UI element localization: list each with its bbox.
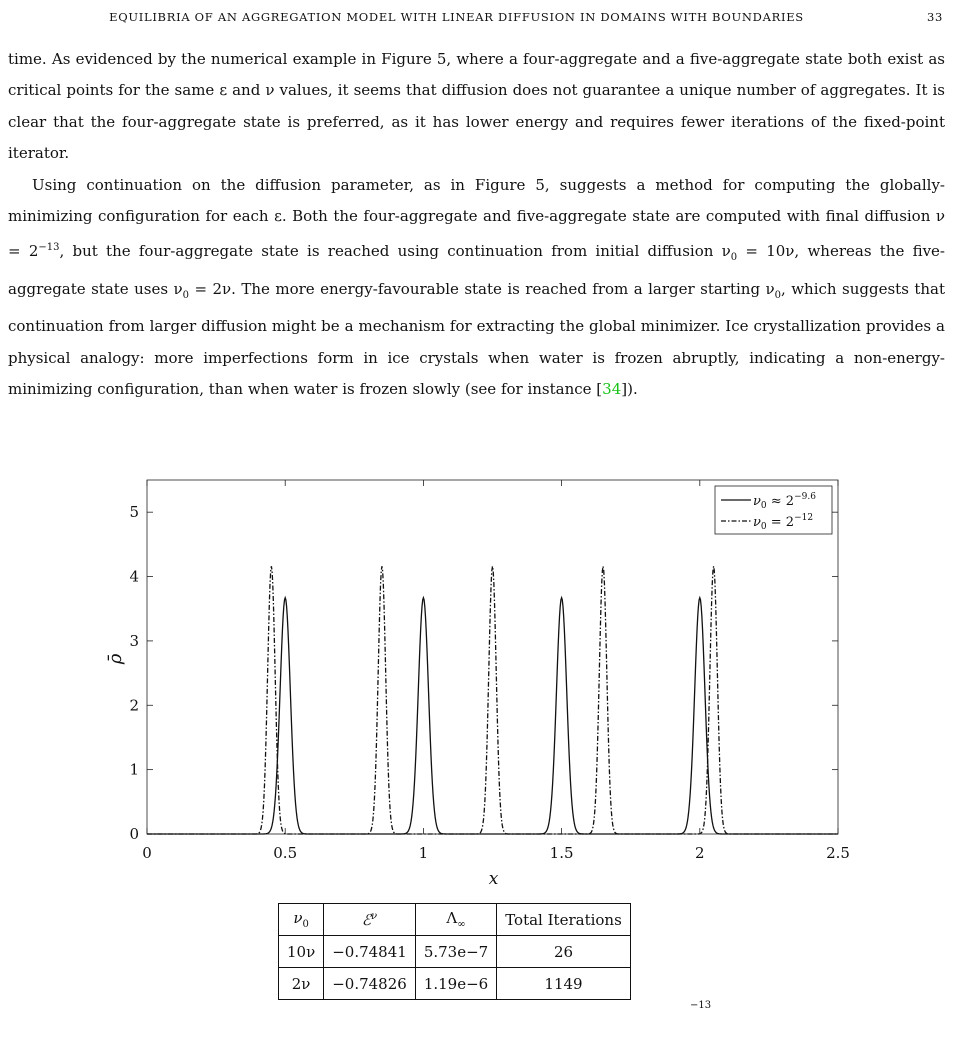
header-nu0: $\nu_0$ xyxy=(279,904,324,936)
table-cell: 10ν xyxy=(279,936,324,968)
table-cell: −0.74841 xyxy=(324,936,416,968)
y-axis-label: ρ̄ xyxy=(105,653,126,665)
table-cell: −0.74826 xyxy=(324,968,416,1000)
legend-label-1: $\nu_0 \approx 2^{-9.6}$ xyxy=(753,492,816,511)
legend-label-2: $\nu_0 = 2^{-12}$ xyxy=(753,513,814,532)
y-tick-label: 5 xyxy=(129,503,139,522)
table-header-row xyxy=(279,904,631,936)
table-cell: 1.19e−6 xyxy=(415,968,496,1000)
series-line-1 xyxy=(147,598,838,834)
p2-text-a: Using continuation on the diffusion parameter, as in Figure 5, suggests a method for computing the globally-minimizing configuration for each ε. Both the four-aggregate and five-aggregate state are computed with final diffusion ν = 2 xyxy=(8,175,945,261)
y-tick-label: 4 xyxy=(129,567,139,586)
y-tick-label: 1 xyxy=(129,760,139,779)
results-table xyxy=(278,903,631,1000)
caption-exponent: −13 xyxy=(690,1000,712,1011)
table-cell: 26 xyxy=(497,936,631,968)
series-line-2 xyxy=(147,566,838,834)
x-tick-label: 0 xyxy=(142,844,152,862)
table-row xyxy=(279,968,631,1000)
y-tick-label: 3 xyxy=(129,631,139,650)
running-title: EQUILIBRIA OF AN AGGREGATION MODEL WITH LINEAR DIFFUSION IN DOMAINS WITH BOUNDARIES xyxy=(109,10,804,24)
p2-exponent: −13 xyxy=(38,242,60,254)
x-tick-label: 2.5 xyxy=(826,844,850,862)
table-cell: 5.73e−7 xyxy=(415,936,496,968)
p2-text-d: = 2ν. The more energy-favourable state is reached from a larger starting ν xyxy=(189,279,775,298)
paragraph-1: time. As evidenced by the numerical example in Figure 5, where a four-aggregate and a five-aggregate state both exist as critical points for the same ε and ν values, it seems that diffusion does not guarantee a unique number of aggregates. It is clear that the four-aggregate state is preferred, as it has lower energy and requires fewer iterations of the fixed-point iterator. xyxy=(8,50,945,163)
p2-sub-1: 0 xyxy=(730,252,738,264)
table-row xyxy=(279,936,631,968)
header-iterations: Total Iterations xyxy=(497,904,631,936)
y-tick-label: 0 xyxy=(129,825,139,843)
table-cell: 1149 xyxy=(497,968,631,1000)
page-number: 33 xyxy=(926,10,943,24)
p2-sub-2: 0 xyxy=(182,289,189,301)
x-tick-label: 1.5 xyxy=(549,844,574,862)
p2-text-b: , but the four-aggregate state is reached using continuation from initial diffusion ν xyxy=(59,242,731,261)
p2-text-f: ]). xyxy=(621,380,638,399)
x-axis-label: x xyxy=(488,869,499,889)
p2-text-e: , which suggests that continuation from larger diffusion might be a mechanism for extracting the global minimizer. Ice crystallization provides a physical analogy: more imperfections form in ice crystals when water is frozen abruptly, indicating a non-energy-minimizing configuration, than when water is frozen slowly (see for instance [ xyxy=(8,279,946,399)
p2-sub-3: 0 xyxy=(774,289,781,301)
table-cell: 2ν xyxy=(279,968,324,1000)
header-lambda: $\Lambda_\infty$ xyxy=(415,904,496,936)
x-tick-label: 0.5 xyxy=(273,844,298,862)
y-tick-label: 2 xyxy=(129,696,139,715)
citation-link[interactable]: 34 xyxy=(602,380,622,399)
x-tick-label: 1 xyxy=(418,844,429,862)
x-tick-label: 2 xyxy=(695,844,705,862)
header-energy: ℰ$^\nu$ xyxy=(324,904,416,936)
p2-text-c: = 10ν, whereas the five-aggregate state uses ν xyxy=(8,242,946,298)
